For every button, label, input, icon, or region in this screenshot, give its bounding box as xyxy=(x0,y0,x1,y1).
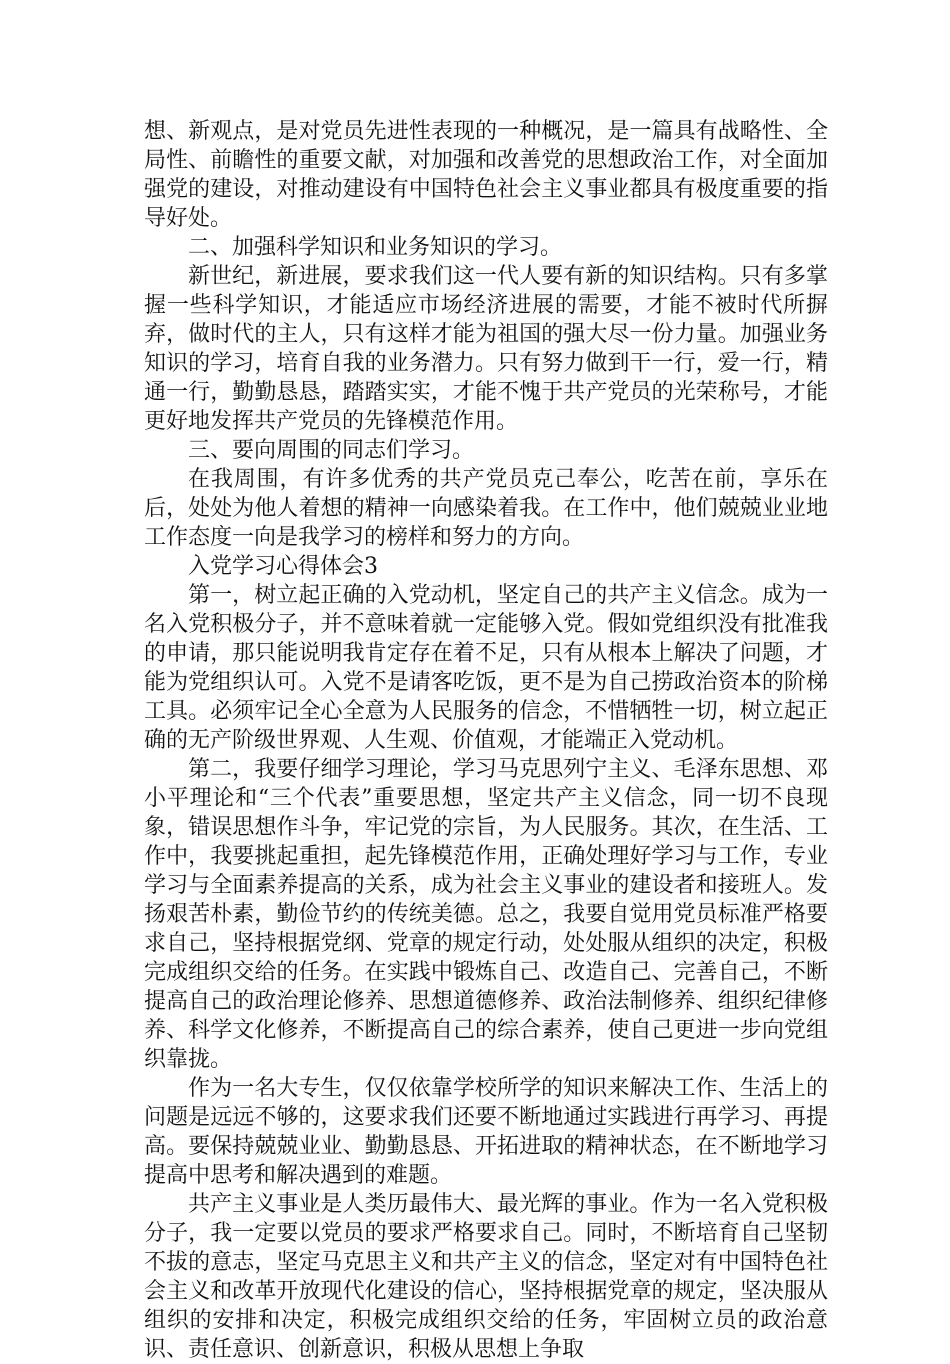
paragraph-5: 在我周围，有许多优秀的共产党员克己奉公，吃苦在前，享乐在后，处处为他人着想的精神一向感染着我。在工作中，他们兢兢业业地工作态度一向是我学习的榜样和努力的方向。 xyxy=(144,467,828,550)
paragraph-3: 新世纪，新进展，要求我们这一代人要有新的知识结构。只有多掌握一些科学知识，才能适应市场经济进展的需要，才能不被时代所摒弃，做时代的主人，只有这样才能为祖国的强大尽一份力量。加强业务知识的学习，培育自我的业务潜力。只有努力做到干一行，爱一行，精通一行，勤勤恳恳，踏踏实实，才能不愧于共产党员的光荣称号，才能更好地发挥共产党员的先锋模范作用。 xyxy=(144,264,828,434)
paragraph-4-heading: 三、要向周围的同志们学习。 xyxy=(188,438,475,463)
paragraph-7: 第一，树立起正确的入党动机，坚定自己的共产主义信念。成为一名入党积极分子，并不意味着就一定能够入党。假如党组织没有批准我的申请，那只能说明我肯定存在着不足，只有从根本上解决了问题，才能为党组织认可。入党不是请客吃饭，更不是为自己捞政治资本的阶梯工具。必须牢记全心全意为人民服务的信念，不惜牺牲一切，树立起正确的无产阶级世界观、人生观、价值观，才能端正入党动机。 xyxy=(144,583,828,753)
document-body xyxy=(144,117,828,1364)
paragraph-10: 共产主义事业是人类历最伟大、最光辉的事业。作为一名入党积极分子，我一定要以党员的要求严格要求自己。同时，不断培育自己坚韧不拔的意志，坚定马克思主义和共产主义的信念，坚定对有中国特色社会主义和改革开放现代化建设的信心，坚持根据党章的规定，坚决服从组织的安排和决定，积极完成组织交给的任务，牢固树立员的政治意识、责任意识、创新意识，积极从思想上争取 xyxy=(144,1192,828,1362)
section-title: 入党学习心得体会3 xyxy=(188,554,378,579)
paragraph-2-heading: 二、加强科学知识和业务知识的学习。 xyxy=(188,235,563,260)
paragraph-8: 第二，我要仔细学习理论，学习马克思列宁主义、毛泽东思想、邓小平理论和“三个代表”重要思想，坚定共产主义信念，同一切不良现象，错误思想作斗争，牢记党的宗旨，为人民服务。其次，在生活、工作中，我要挑起重担，起先锋模范作用，正确处理好学习与工作，专业学习与全面素养提高的关系，成为社会主义事业的建设者和接班人。发扬艰苦朴素，勤俭节约的传统美德。总之，我要自觉用党员标准严格要求自己，坚持根据党纲、党章的规定行动，处处服从组织的决定，积极完成组织交给的任务。在实践中锻炼自己、改造自己、完善自己，不断提高自己的政治理论修养、思想道德修养、政治法制修养、组织纪律修养、科学文化修养，不断提高自己的综合素养，使自己更进一步向党组织靠拢。 xyxy=(144,757,828,1072)
paragraph-9: 作为一名大专生，仅仅依靠学校所学的知识来解决工作、生活上的问题是远远不够的，这要求我们还要不断地通过实践进行再学习、再提高。要保持兢兢业业、勤勤恳恳、开拓进取的精神状态，在不断地学习提高中思考和解决遇到的难题。 xyxy=(144,1076,828,1188)
paragraph-1: 想、新观点，是对党员先进性表现的一种概况，是一篇具有战略性、全局性、前瞻性的重要文献，对加强和改善党的思想政治工作，对全面加强党的建设，对推动建设有中国特色社会主义事业都具有极度重要的指导好处。 xyxy=(144,119,828,231)
